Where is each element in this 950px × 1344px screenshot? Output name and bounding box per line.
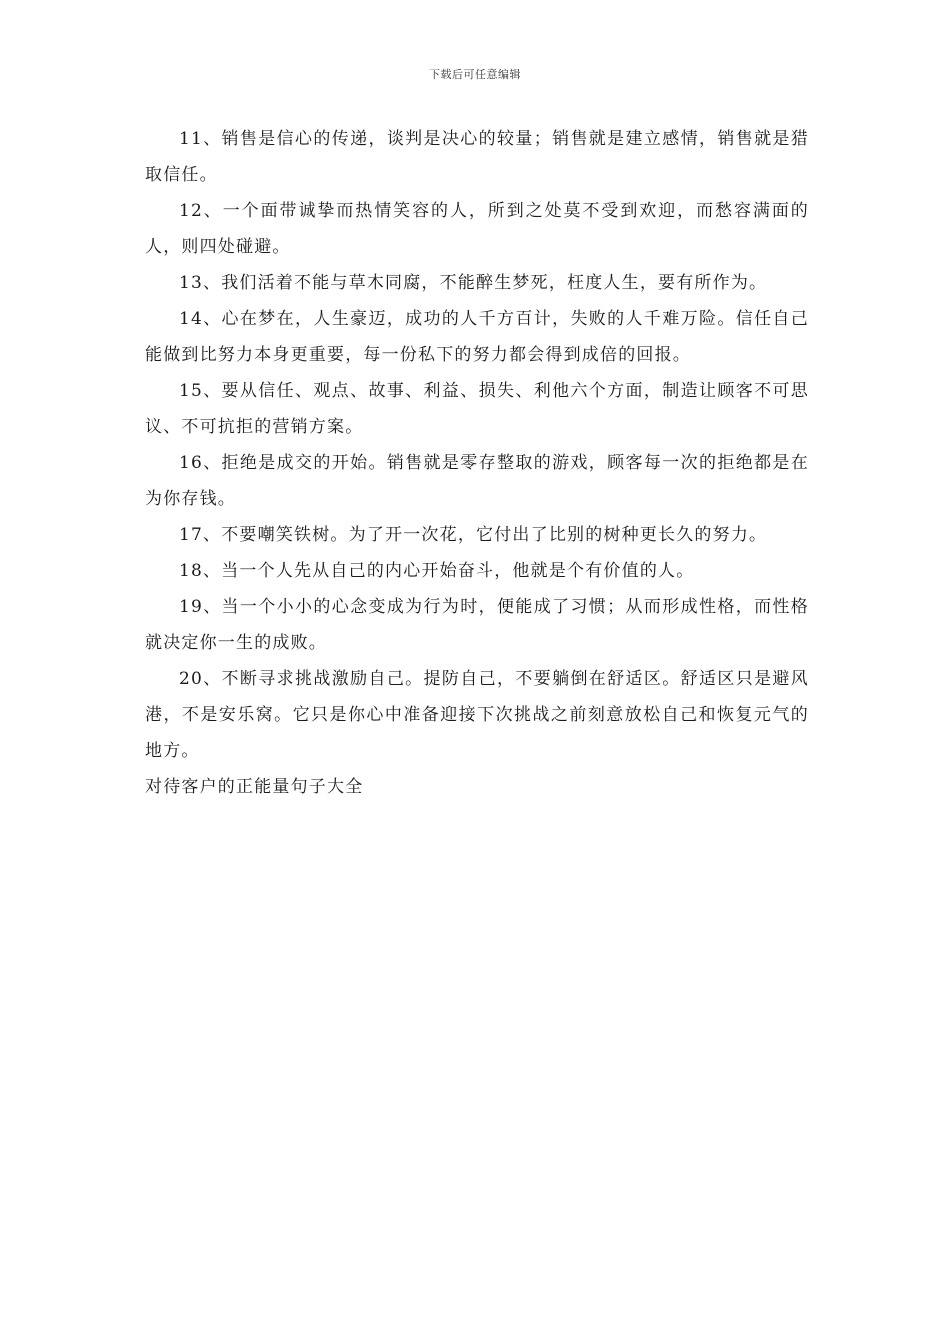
paragraph-17: 17、不要嘲笑铁树。为了开一次花，它付出了比别的树种更长久的努力。	[179, 525, 768, 545]
paragraph-16: 16、拒绝是成交的开始。销售就是零存整取的游戏，顾客每一次的拒绝都是在为你存钱。	[145, 453, 809, 509]
paragraph-15: 15、要从信任、观点、故事、利益、损失、利他六个方面，制造让顾客不可思议、不可抗拒的营销方案。	[145, 381, 809, 437]
paragraph-19: 19、当一个小小的心念变成为行为时，便能成了习惯；从而形成性格，而性格就决定你一生的成败。	[145, 597, 809, 653]
document-body	[145, 121, 809, 805]
paragraph-18: 18、当一个人先从自己的内心开始奋斗，他就是个有价值的人。	[179, 561, 695, 581]
paragraph-13: 13、我们活着不能与草木同腐，不能醉生梦死，枉度人生，要有所作为。	[179, 273, 768, 293]
paragraph-14: 14、心在梦在，人生豪迈，成功的人千方百计，失败的人千难万险。信任自己能做到比努力本身更重要，每一份私下的努力都会得到成倍的回报。	[145, 309, 809, 365]
paragraph-20: 20、不断寻求挑战激励自己。提防自己，不要躺倒在舒适区。舒适区只是避风港，不是安乐窝。它只是你心中准备迎接下次挑战之前刻意放松自己和恢复元气的地方。	[145, 669, 809, 761]
paragraph-11: 11、销售是信心的传递，谈判是决心的较量；销售就是建立感情，销售就是猎取信任。	[145, 129, 809, 185]
closing-line: 对待客户的正能量句子大全	[145, 777, 364, 797]
paragraph-12: 12、一个面带诚挚而热情笑容的人，所到之处莫不受到欢迎，而愁容满面的人，则四处碰避。	[145, 201, 809, 257]
header-note: 下载后可任意编辑	[429, 68, 521, 81]
